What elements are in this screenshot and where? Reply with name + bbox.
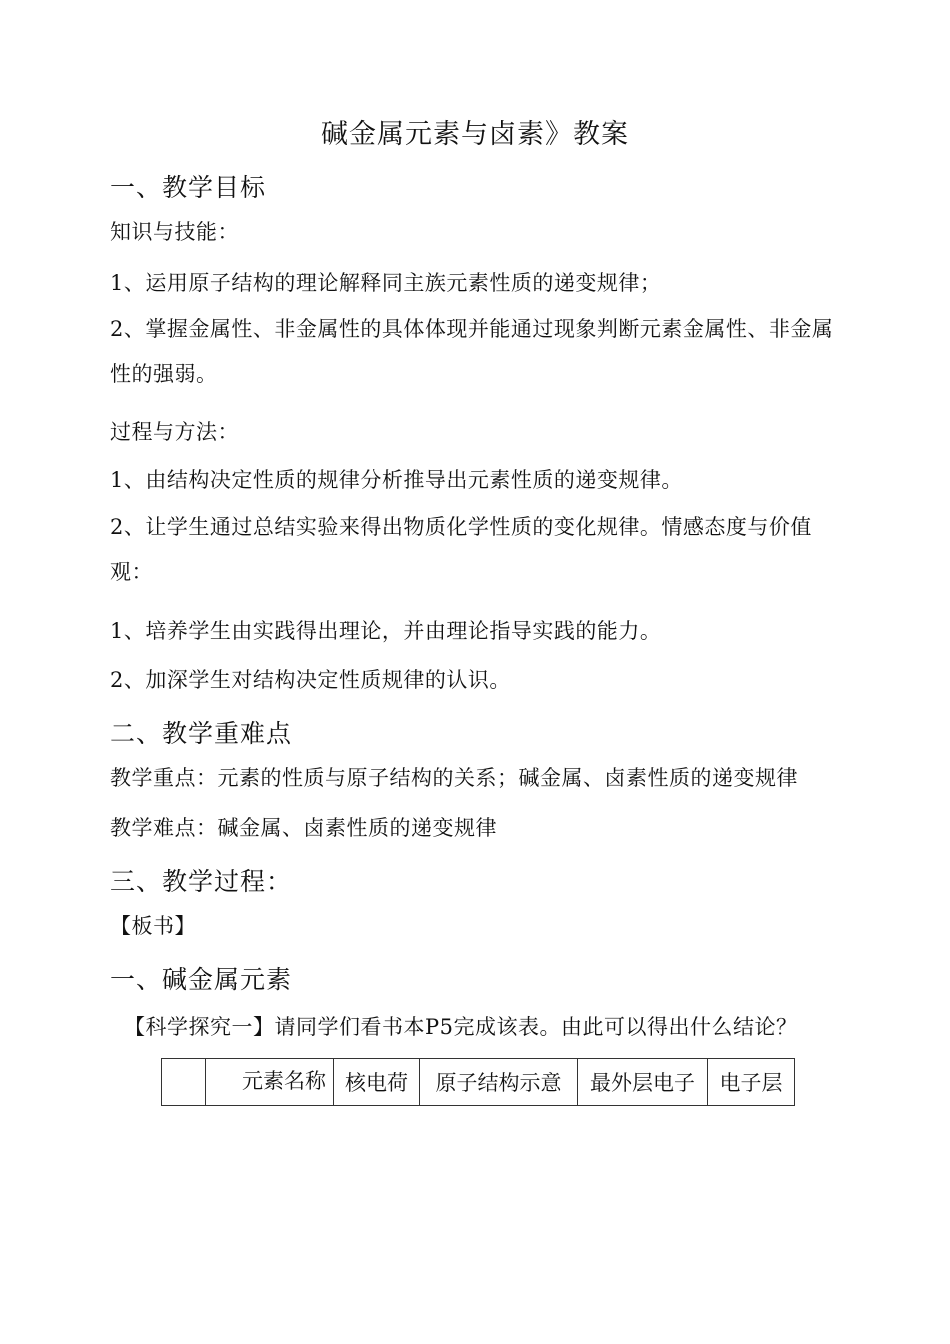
difficult-point: 教学难点：碱金属、卤素性质的递变规律 [110,816,497,840]
table-header-electron-shells: 电子层 [719,1071,783,1095]
process-item-2: 2、让学生通过总结实验来得出物质化学性质的变化规律。情感态度与价值观： [110,515,812,584]
table-header-cell [162,1059,206,1105]
table-header-cell [708,1059,794,1105]
inquiry-prompt: 【科学探究一】请同学们看书本P5完成该表。由此可以得出什么结论？ [124,1015,798,1039]
board-label: 【板书】 [110,914,196,938]
knowledge-label: 知识与技能： [110,220,239,244]
key-point: 教学重点：元素的性质与原子结构的关系；碱金属、卤素性质的递变规律 [110,766,798,790]
table-header-outer-electrons: 最外层电子 [590,1071,695,1095]
table-header-cell [420,1059,578,1105]
emotion-item-2: 2、加深学生对结构决定性质规律的认识。 [110,668,511,692]
table-header-element-name: 元素名称 [242,1069,326,1093]
table-header-cell [334,1059,420,1105]
table-header-cell [578,1059,708,1105]
table-header-cell [206,1059,334,1105]
table-header-atomic-structure: 原子结构示意 [435,1071,562,1095]
process-item-1: 1、由结构决定性质的规律分析推导出元素性质的递变规律。 [110,468,683,492]
document-title: 碱金属元素与卤素》教案 [321,119,629,150]
knowledge-item-2: 2、掌握金属性、非金属性的具体体现并能通过现象判断元素金属性、非金属性的强弱。 [110,317,834,386]
section-heading-key-points: 二、教学重难点 [110,719,293,748]
emotion-item-1: 1、培养学生由实践得出理论，并由理论指导实践的能力。 [110,619,662,643]
sub-heading-alkali-metals: 一、碱金属元素 [110,965,293,994]
section-heading-objectives: 一、教学目标 [110,173,267,202]
element-table [161,1058,795,1106]
knowledge-item-1: 1、运用原子结构的理论解释同主族元素性质的递变规律； [110,271,662,295]
process-label: 过程与方法： [110,420,239,444]
section-heading-process: 三、教学过程： [110,867,293,896]
table-header-nuclear-charge: 核电荷 [345,1071,408,1095]
